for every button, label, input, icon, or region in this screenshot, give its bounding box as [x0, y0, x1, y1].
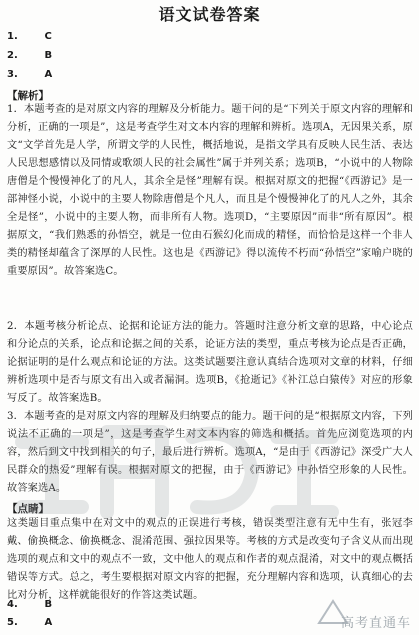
- page-title: 语文试卷答案: [158, 5, 261, 24]
- answer-row: [7, 599, 52, 610]
- answer-number: 1.: [7, 31, 18, 42]
- answer-row: [7, 69, 52, 80]
- answer-number: 5.: [7, 617, 18, 628]
- analysis-heading: 【解析】: [7, 90, 49, 102]
- explanation-paragraph-1: 1．本题考查的是对原文内容的理解及分析能力。题干问的是“下列关于原文内容的理解和分析，正确的一项是”，这是考查学生对文本内容的理解和辨析。选项A，无因果关系，原文“文学首先是人学，所谓文学的人民性，概括地说，是指文学具有反映人民生活、表达人民思想感情以及同情或歌颂人民的社会属性”属于并列关系；选项B，“小说中的人物除唐僧是个慢慢神化了的凡人，其余全是怪”理解有误。根据对原文的把握“《西游记》是一部神怪小说，小说中的主要人物除唐僧是个凡人，而且是个慢慢神化了的凡人之外，其余全是怪”，小说中的主要人物，而非所有人物。选项D，“主要原因”而非“所有原因”。根据原文，“我们熟悉的孙悟空，就是一位由石猴幻化而成的精怪，而恰恰是这样一个非人类的精怪却蕴含了深厚的人民性。这也是《西游记》得以流传不朽而“孙悟空”家喻户晓的重要原因”。故答案选C。: [7, 104, 413, 277]
- answer-number: 2.: [7, 50, 18, 61]
- answer-row: [7, 31, 52, 42]
- answer-choice: A: [44, 69, 53, 80]
- logo-text: 高考直通车: [340, 616, 411, 631]
- answer-choice: B: [44, 599, 53, 610]
- answer-number: 3.: [7, 69, 18, 80]
- answer-choice: B: [44, 50, 53, 61]
- answer-choice: C: [44, 31, 52, 42]
- answer-number: 4.: [7, 599, 18, 610]
- answer-row: [7, 50, 52, 61]
- answer-choice: A: [44, 617, 53, 628]
- key-point-heading: 【点睛】: [7, 503, 49, 515]
- explanation-paragraph-2: 2．本题考核分析论点、论据和论证方法的能力。答题时注意分析文章的思路，中心论点和分论点的关系，论点和论据之间的关系，论证方法的类型，重点考核为论点是否正确，论据证明的是什么观点和论证的方法。这类试题要注意认真结合选项对文章的材料，仔细辨析选项中是否与原文有出入或者漏洞。选项B，《抢逝记》《补江总白猿传》对应的形象写反了。故答案选B。: [7, 321, 413, 404]
- key-point-paragraph: 这类题目重点集中在对文中的观点的正误进行考核，错误类型注意有无中生有，张冠李戴、偷换概念、偷换概念、混淆范围、强拉因果等。考核的方式是改变句子含义从而出现选项的观点和文中的观点不一致，文中他人的观点和作者的观点混淆，对文中的观点概括错误等方式。总之，考生要根据对原文内容的把握，充分理解内容和选项，认真细心的去比对分析，这样就能很好的作答这类试题。: [7, 518, 413, 601]
- explanation-paragraph-3: 3．本题考查的是对原文内容的理解及归纳要点的能力。题干问的是“根据原文内容，下列说法不正确的一项是”，这是考查学生对文本内容的筛选和概括。首先应浏览选项的内容，然后到文中找到相关的句子，最后进行辨析。选项A，“是由于《西游记》深受广大人民群众的热爱”理解有误。根据对原文的把握，由于《西游记》中孙悟空形象的人民性。故答案选A。: [7, 411, 413, 494]
- answer-row: [7, 617, 52, 628]
